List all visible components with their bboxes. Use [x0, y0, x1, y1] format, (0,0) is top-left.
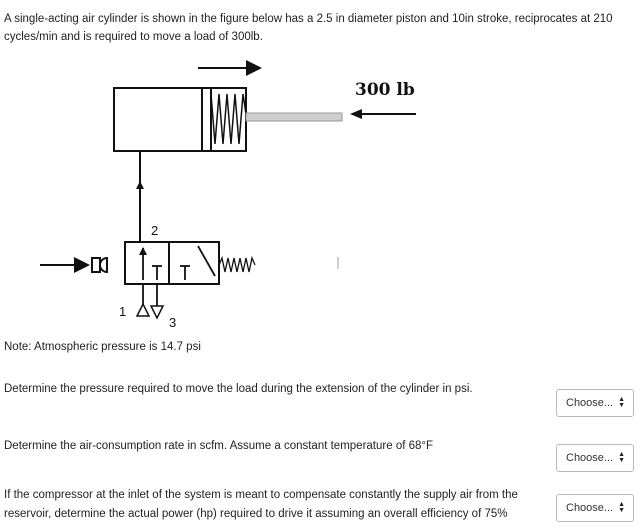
- question-compressor-power: If the compressor at the inlet of the system is meant to compensate constantly the supply air from the reservoir, determine the actual power (hp) required to drive it assuming an overall efficiency of 75%: [4, 489, 518, 520]
- updown-caret-icon: ▲ ▼: [618, 451, 625, 464]
- select-value: Choose...: [566, 397, 614, 409]
- divider-mark: [337, 257, 339, 269]
- question-pressure: Determine the pressure required to move the load during the extension of the cylinder in psi.: [4, 383, 473, 395]
- port-3-label: 3: [169, 315, 177, 330]
- answer-select-air-consumption[interactable]: [556, 444, 634, 472]
- answer-select-compressor-power[interactable]: [556, 494, 634, 522]
- load-label: 300 lb: [355, 80, 415, 100]
- question-air-consumption: Determine the air-consumption rate in scfm. Assume a constant temperature of 68°F: [4, 440, 434, 452]
- pneumatic-circuit-figure: [8, 54, 344, 338]
- problem-statement: A single-acting air cylinder is shown in the figure below has a 2.5 in diameter piston and 10in stroke, reciprocates at 210 cycles/min and is required to move a load of 300lb.: [4, 13, 613, 43]
- circuit-diagram: [8, 54, 344, 338]
- select-value: Choose...: [566, 502, 614, 514]
- select-value: Choose...: [566, 452, 614, 464]
- piston: [202, 88, 211, 151]
- updown-caret-icon: ▲ ▼: [618, 396, 625, 409]
- port-1-label: 1: [119, 304, 127, 319]
- answer-select-pressure[interactable]: [556, 389, 634, 417]
- port-2-label: 2: [151, 223, 159, 238]
- piston-rod: [246, 113, 342, 121]
- valve-spring: [219, 258, 255, 272]
- valve-envelope-left: [125, 242, 169, 284]
- valve-envelope-right: [169, 242, 219, 284]
- atmospheric-note: Note: Atmospheric pressure is 14.7 psi: [4, 341, 201, 353]
- left-arrow-icon: [350, 106, 420, 122]
- updown-caret-icon: ▲ ▼: [618, 501, 625, 514]
- valve-actuator: [92, 258, 100, 272]
